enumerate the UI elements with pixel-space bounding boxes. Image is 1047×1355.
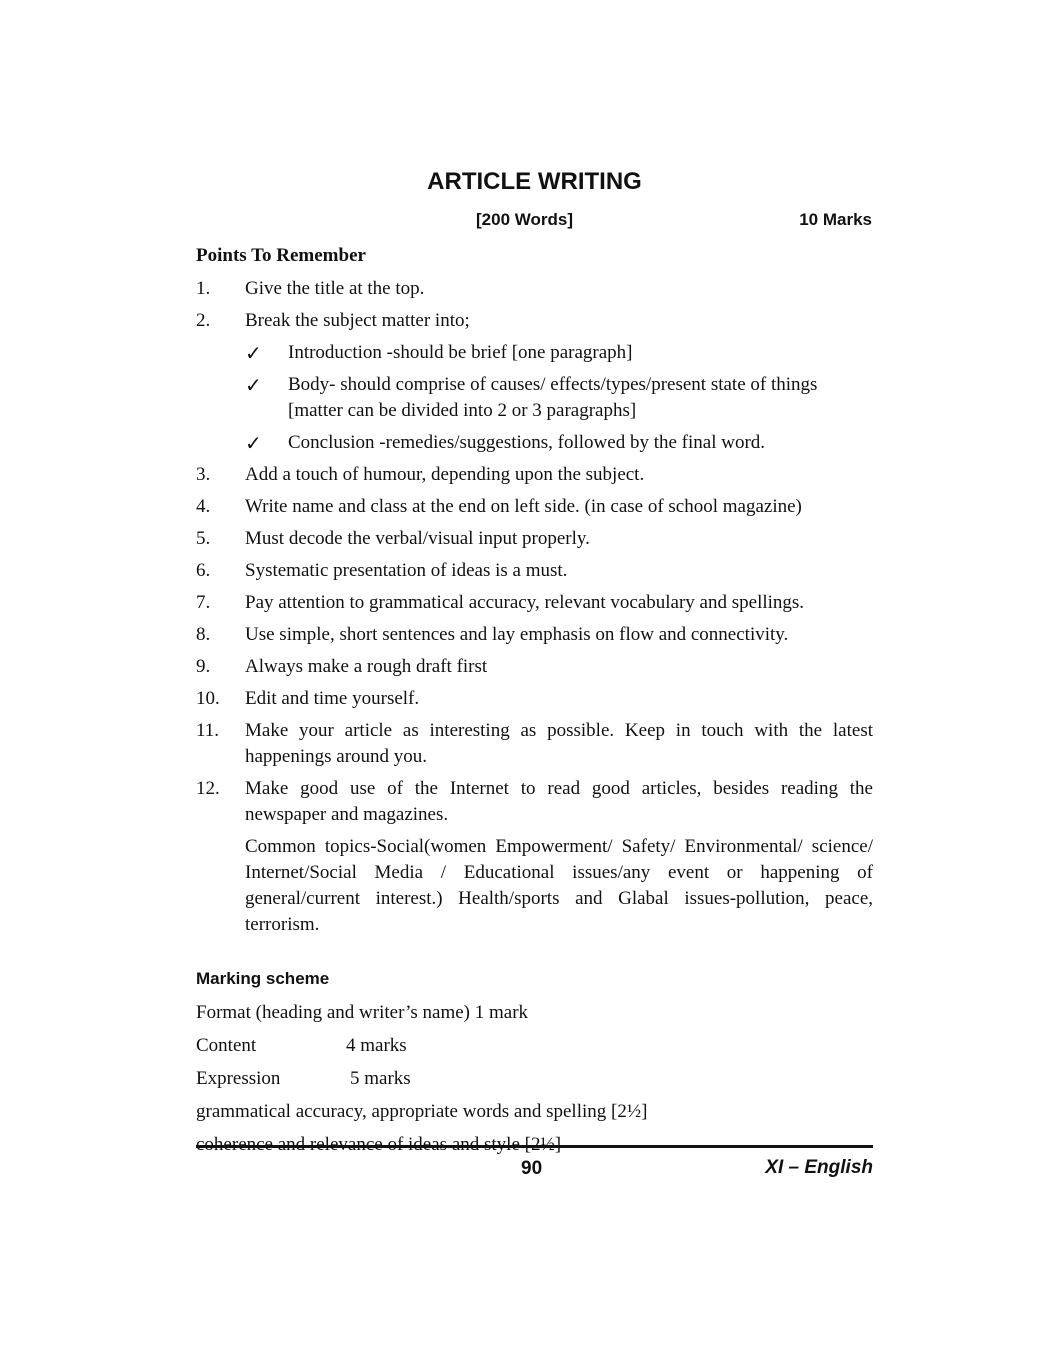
- expression-label: Expression: [196, 1068, 281, 1089]
- item-text: Edit and time yourself.: [245, 688, 420, 709]
- marking-scheme-heading: Marking scheme: [196, 969, 330, 988]
- points-heading: Points To Remember: [196, 245, 366, 266]
- sub-item-text: Body- should comprise of causes/ effects/types/present state of things [matter can be divided into 2 or 3 paragraphs]: [288, 374, 818, 421]
- main-content: [196, 243, 873, 1165]
- list-item: [196, 308, 873, 334]
- item-number: 5.: [196, 528, 211, 549]
- item-text: Break the subject matter into;: [245, 310, 470, 331]
- item-number: 10.: [196, 688, 220, 709]
- item-text: Use simple, short sentences and lay emphasis on flow and connectivity.: [245, 624, 789, 645]
- list-item: [196, 558, 873, 584]
- list-item: [196, 776, 873, 828]
- list-item: [196, 654, 873, 680]
- list-item: [196, 686, 873, 712]
- content-value: 4 marks: [346, 1035, 407, 1056]
- list-item: [196, 590, 873, 616]
- item-number: 11.: [196, 720, 220, 741]
- list-item: [196, 494, 873, 520]
- item-number: 1.: [196, 278, 211, 299]
- sub-item: [245, 430, 873, 456]
- list-item: [196, 718, 873, 770]
- item-text: Must decode the verbal/visual input properly.: [245, 528, 590, 549]
- check-icon: ✓: [245, 341, 262, 365]
- list-item: [196, 526, 873, 552]
- item-number: 4.: [196, 496, 211, 517]
- marking-expression: [196, 1066, 873, 1092]
- book-title: XI – English: [765, 1157, 873, 1178]
- list-item: [196, 462, 873, 488]
- sub-item: [245, 340, 873, 366]
- footer-divider: [196, 1145, 873, 1148]
- item-text: Write name and class at the end on left side. (in case of school magazine): [245, 496, 802, 517]
- check-icon: ✓: [245, 373, 262, 397]
- item-text: Systematic presentation of ideas is a must.: [245, 560, 568, 581]
- page-number: 90: [521, 1158, 543, 1179]
- grammar-text: grammatical accuracy, appropriate words and spelling [2½]: [196, 1101, 648, 1122]
- marking-grammar: [196, 1099, 873, 1125]
- content-label: Content: [196, 1035, 257, 1056]
- item-text: Always make a rough draft first: [245, 656, 488, 677]
- item-text: Make your article as interesting as possible. Keep in touch with the latest happenings around you.: [245, 720, 873, 767]
- page-title: ARTICLE WRITING: [427, 168, 642, 195]
- item-number: 12.: [196, 778, 220, 799]
- check-icon: ✓: [245, 431, 262, 455]
- marking-content: [196, 1033, 873, 1059]
- item-text: Add a touch of humour, depending upon the subject.: [245, 464, 645, 485]
- list-item: [196, 276, 873, 302]
- expression-value: 5 marks: [350, 1068, 411, 1089]
- item-text: Make good use of the Internet to read good articles, besides reading the newspaper and magazines.: [245, 778, 873, 825]
- item-number: 2.: [196, 310, 211, 331]
- item-text: Give the title at the top.: [245, 278, 425, 299]
- list-item: [196, 622, 873, 648]
- item-number: 3.: [196, 464, 211, 485]
- total-marks: 10 Marks: [799, 210, 872, 229]
- sub-item-text: Conclusion -remedies/suggestions, followed by the final word.: [288, 432, 766, 453]
- common-topics: Common topics-Social(women Empowerment/ Safety/ Environmental/ science/ Internet/Social Media / Educational issues/any event or happening of general/current interest.) Health/sports and Glabal issues-pollution, peace, terrorism.: [245, 836, 873, 935]
- item-number: 7.: [196, 592, 211, 613]
- marking-format: [196, 1000, 873, 1026]
- item-text: Pay attention to grammatical accuracy, relevant vocabulary and spellings.: [245, 592, 805, 613]
- item-number: 6.: [196, 560, 211, 581]
- format-text: Format (heading and writer’s name) 1 mark: [196, 1002, 529, 1023]
- sub-item-text: Introduction -should be brief [one paragraph]: [288, 342, 633, 363]
- sub-item: [245, 372, 873, 424]
- word-limit: [200 Words]: [476, 210, 573, 229]
- item-number: 9.: [196, 656, 211, 677]
- item-number: 8.: [196, 624, 211, 645]
